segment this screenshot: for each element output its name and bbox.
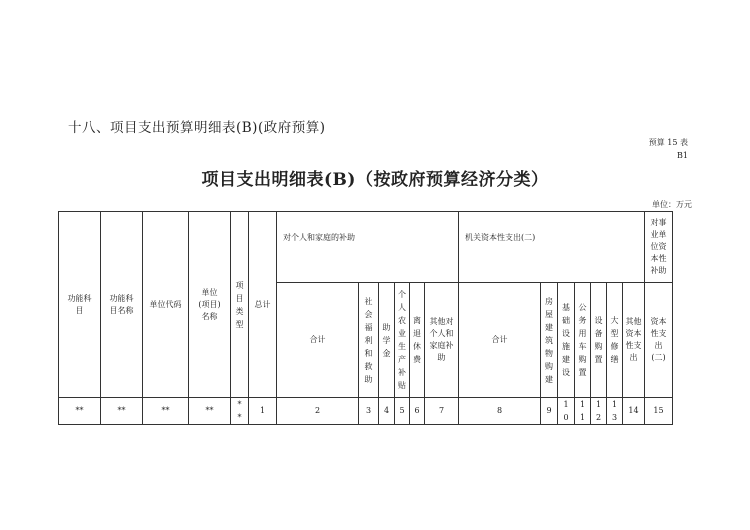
cell-12: 12 <box>591 398 607 425</box>
cell-unit-code: ** <box>143 398 189 425</box>
cell-9: 9 <box>541 398 558 425</box>
cell-14: 14 <box>623 398 645 425</box>
cell-2: 2 <box>277 398 359 425</box>
table-number-label: 预算 15 表 <box>648 138 688 147</box>
header-subsidy-group: 对事业单位资本性补助 <box>645 212 673 283</box>
cell-5: 5 <box>395 398 410 425</box>
header-welfare: 社会福利和救助 <box>359 283 379 398</box>
header-func-name: 功能科目名称 <box>101 212 143 398</box>
header-vehicle: 公务用车购置 <box>575 283 591 398</box>
cell-func-subject: ** <box>59 398 101 425</box>
cell-10: 10 <box>558 398 575 425</box>
header-project-type: 项目类型 <box>231 212 249 398</box>
cell-1: 1 <box>249 398 277 425</box>
cell-func-name: ** <box>101 398 143 425</box>
cell-4: 4 <box>379 398 395 425</box>
unit-label: 单位：万元 <box>652 200 692 209</box>
header-func-subject: 功能科目 <box>59 212 101 398</box>
cell-unit-name: ** <box>189 398 231 425</box>
section-title: 十八、项目支出预算明细表(B)(政府预算) <box>68 120 326 136</box>
header-row-1 <box>59 212 673 283</box>
header-repair: 大型修缮 <box>607 283 623 398</box>
cell-7: 7 <box>425 398 459 425</box>
header-personal-group: 对个人和家庭的补助 <box>277 212 459 283</box>
table-number <box>649 136 688 162</box>
header-building: 房屋建筑物购建 <box>541 283 558 398</box>
table-row <box>59 398 673 425</box>
header-unit-code: 单位代码 <box>143 212 189 398</box>
header-agri: 个人农业生产补贴 <box>395 283 410 398</box>
cell-8: 8 <box>459 398 541 425</box>
header-subsidy-capital: 资本性支出(二) <box>645 283 673 398</box>
header-infra: 基础设施建设 <box>558 283 575 398</box>
cell-project-type: ** <box>231 398 249 425</box>
header-personal-subtotal: 合计 <box>277 283 359 398</box>
header-other-personal: 其他对个人和家庭补助 <box>425 283 459 398</box>
page-title: 项目支出明细表(B)（按政府预算经济分类） <box>201 170 549 190</box>
header-retire: 离退休费 <box>410 283 425 398</box>
budget-table <box>58 211 673 425</box>
header-total: 总计 <box>249 212 277 398</box>
header-other-capital: 其他资本性支出 <box>623 283 645 398</box>
header-unit-name: 单位(项目)名称 <box>189 212 231 398</box>
header-stipend: 助学金 <box>379 283 395 398</box>
table-code: B1 <box>677 151 688 160</box>
cell-11: 11 <box>575 398 591 425</box>
cell-3: 3 <box>359 398 379 425</box>
header-capital-group: 机关资本性支出(二) <box>459 212 645 283</box>
cell-15: 15 <box>645 398 673 425</box>
header-equipment: 设备购置 <box>591 283 607 398</box>
header-capital-subtotal: 合计 <box>459 283 541 398</box>
cell-13: 13 <box>607 398 623 425</box>
cell-6: 6 <box>410 398 425 425</box>
